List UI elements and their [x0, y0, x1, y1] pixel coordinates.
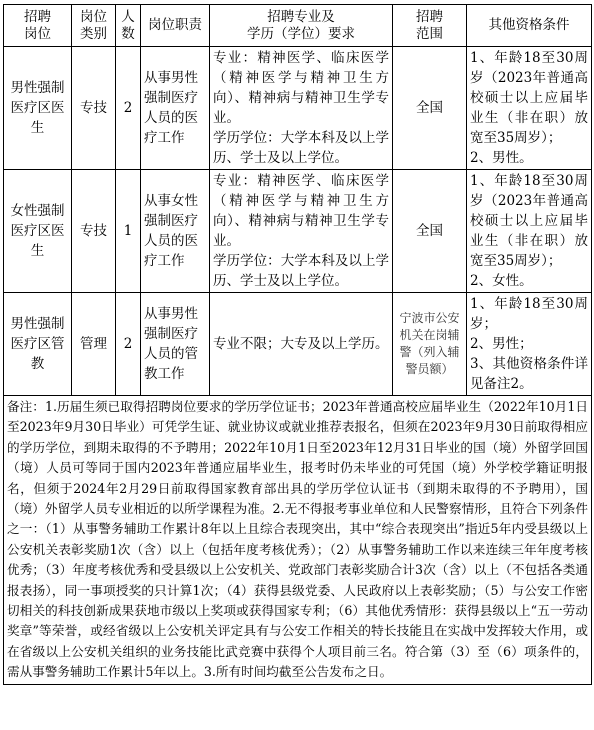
cell-major: 专业不限；大专及以上学历。	[210, 293, 393, 396]
cell-post: 男性强制医疗区管教	[4, 293, 72, 396]
cell-scope: 全国	[393, 170, 467, 293]
cell-post: 女性强制医疗区医生	[4, 170, 72, 293]
header-category: 岗位 类别	[72, 5, 116, 47]
cell-category: 专技	[72, 47, 116, 170]
cell-other: 1、年龄18至30周岁（2023年普通高校硕士以上应届毕业生（非在职）放宽至35周岁）； 2、女性。	[467, 170, 592, 293]
remark-text: 备注：1.历届生须已取得招聘岗位要求的学历学位证书；2023年普通高校应届毕业生（2022年10月1日至2023年9月30日毕业）可凭学生证、就业协议或就业推荐表报名，但须在2023年9月30日前取得相应的学历学位，到期未取得的不予聘用；2022年10月1日至2023年12月31日毕业的国（境）外留学回国（境）人员可等同于国内2023年普通应届毕业生，报考时仍未毕业的可凭国（境）外学校学籍证明报名，但须于2024年2月29日前取得国家教育部出具的学历学位认证书（到期未取得的不予聘用），国（境）外留学人员专业相近的以所学课程为准。2.无不得报考事业单位和人民警察情形，且符合下列条件之一：（1）从事警务辅助工作累计8年以上且综合表现突出，其中“综合表现突出”指近5年内受县级以上公安机关表彰奖励1次（含）以上（包括年度考核优秀）；（2）从事警务辅助工作以来连续三年年度考核优秀；（3）年度考核优秀和受县级以上公安机关、党政部门表彰奖励合计3次（含）以上（不包括各类通报表扬），同一事项授奖的只计算1次；（4）获得县级党委、人民政府以上表彰奖励；（5）与公安工作密切相关的科技创新成果获地市级以上奖项或获得国家专利；（6）其他优秀情形：获得县级以上“五一劳动奖章”等荣誉，或经省级以上公安机关评定具有与公安工作相关的特长技能且在实战中发挥较大作用，或在省级以上公安机关组织的业务技能比武竞赛中获得个人项目前三名。符合第（3）至（6）项条件的，需从事警务辅助工作累计5年以上。3.所有时间均截至公告发布之日。	[4, 396, 592, 685]
cell-scope: 宁波市公安机关在岗辅警（列入辅警员额）	[393, 293, 467, 396]
table-row	[4, 170, 592, 293]
table-row	[4, 293, 592, 396]
header-post: 招聘 岗位	[4, 5, 72, 47]
cell-category: 专技	[72, 170, 116, 293]
cell-major: 专业：精神医学、临床医学（精神医学与精神卫生方向）、精神病与精神卫生学专业。 学历学位：大学本科及以上学历、学士及以上学位。	[210, 47, 393, 170]
cell-other: 1、年龄18至30周岁（2023年普通高校硕士以上应届毕业生（非在职）放宽至35周岁）； 2、男性。	[467, 47, 592, 170]
header-major: 招聘专业及 学历（学位）要求	[210, 5, 393, 47]
cell-other: 1、年龄18至30周岁； 2、男性； 3、其他资格条件详见备注2。	[467, 293, 592, 396]
cell-post: 男性强制医疗区医生	[4, 47, 72, 170]
header-row	[4, 5, 592, 47]
table-row	[4, 47, 592, 170]
cell-major: 专业：精神医学、临床医学（精神医学与精神卫生方向）、精神病与精神卫生学专业。 学历学位：大学本科及以上学历、学士及以上学位。	[210, 170, 393, 293]
cell-duty: 从事男性强制医疗人员的管教工作	[141, 293, 210, 396]
remark-row	[4, 396, 592, 685]
cell-duty: 从事男性强制医疗人员的医疗工作	[141, 47, 210, 170]
header-other: 其他资格条件	[467, 5, 592, 47]
cell-count: 2	[116, 293, 141, 396]
recruitment-table	[3, 4, 592, 685]
cell-duty: 从事女性强制医疗人员的医疗工作	[141, 170, 210, 293]
header-duty: 岗位职责	[141, 5, 210, 47]
cell-scope: 全国	[393, 47, 467, 170]
header-scope: 招聘 范围	[393, 5, 467, 47]
cell-count: 2	[116, 47, 141, 170]
header-count: 人 数	[116, 5, 141, 47]
cell-category: 管理	[72, 293, 116, 396]
cell-count: 1	[116, 170, 141, 293]
